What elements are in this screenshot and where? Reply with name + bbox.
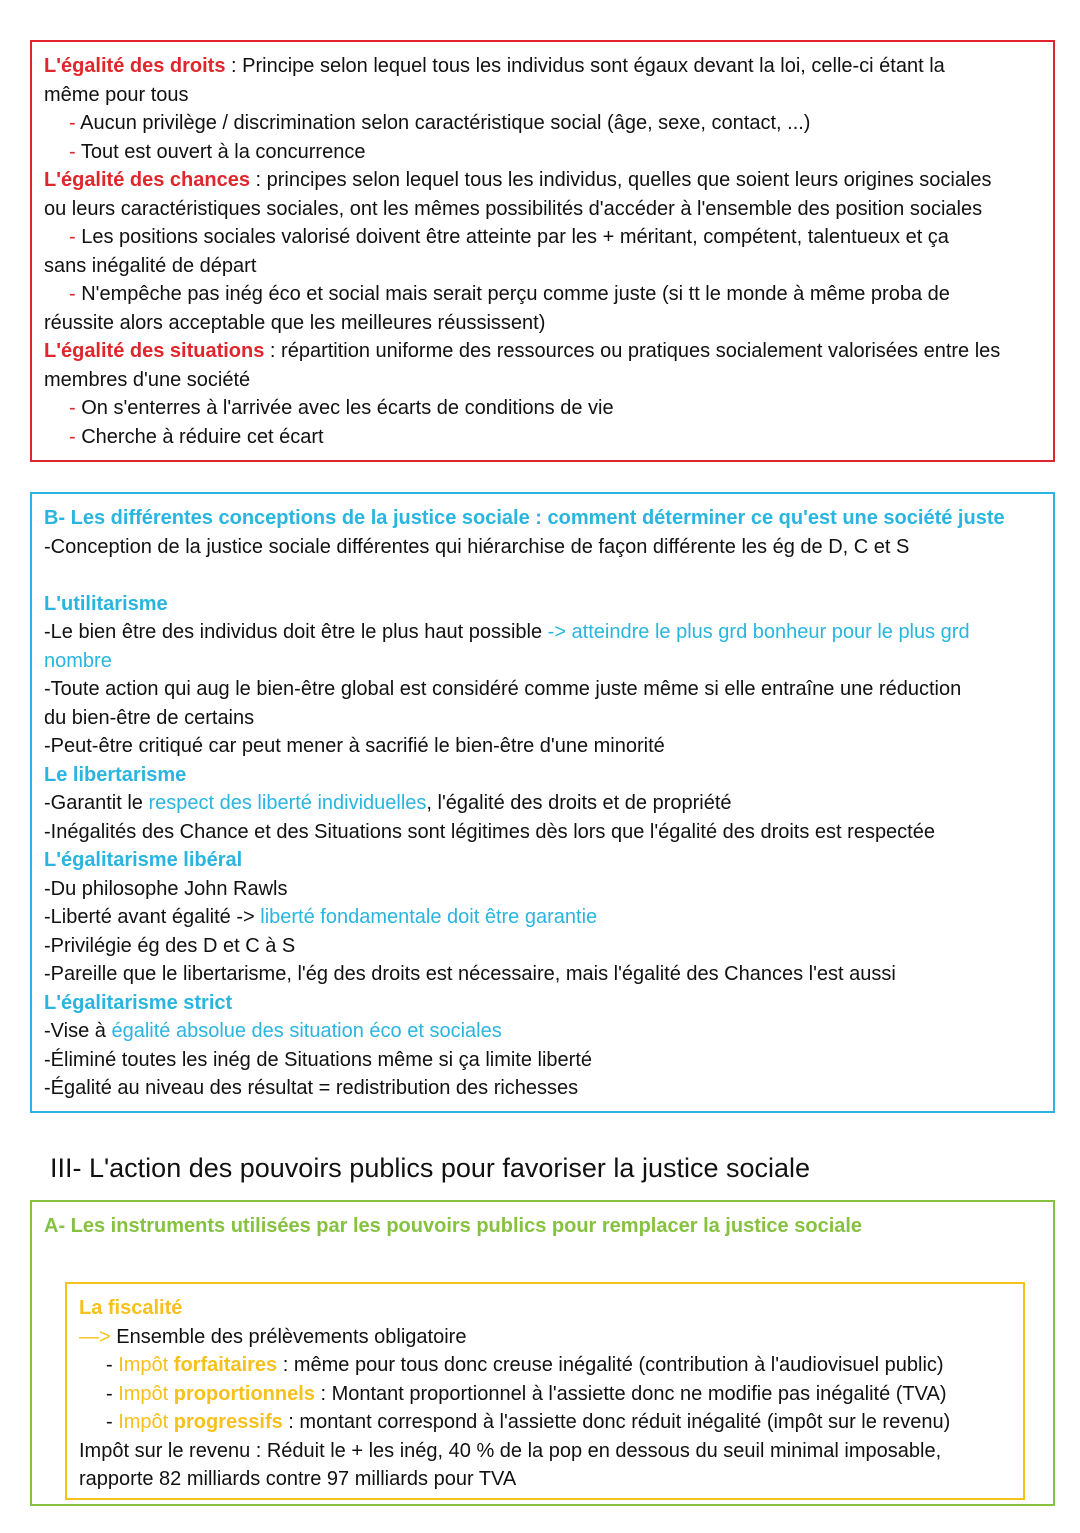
bullet-dash: - — [69, 283, 82, 305]
term: Impôt — [118, 1382, 174, 1405]
text: : montant correspond à l'assiette donc réduit inégalité (impôt sur le revenu) — [282, 1411, 951, 1433]
taxation-definition — [79, 1323, 950, 1352]
bullet-text: On s'enterres à l'arrivée avec les écarts de conditions de vie — [81, 397, 614, 419]
chances-def-text-2: ou leurs caractéristiques sociales, ont les mêmes possibilités d'accéder à l'ensemble des position sociales — [44, 197, 983, 220]
liberal-egalitarianism-line-4: -Pareille que le libertarisme, l'ég des droits est nécessaire, mais l'égalité des Chances l'est aussi — [44, 963, 896, 985]
conceptions-intro: -Conception de la justice sociale différentes qui hiérarchise de façon différente les ég de D, C et S — [44, 535, 910, 558]
liberal-egalitarianism-title: L'égalitarisme libéral — [44, 849, 243, 871]
chances-bullet-1-cont: sans inégalité de départ — [44, 254, 257, 277]
strict-egalitarianism-line-3: -Égalité au niveau des résultat = redistribution des richesses — [44, 1077, 579, 1099]
chances-definition — [44, 166, 1000, 195]
utilitarianism-title: L'utilitarisme — [44, 592, 168, 615]
chances-bullet-2 — [44, 280, 1000, 309]
income-tax-line-1: Impôt sur le revenu : Réduit le + les inég, 40 % de la pop en dessous du seuil minimal imposable, — [79, 1439, 942, 1462]
bullet-text: Aucun privilège / discrimination selon caractéristique social (âge, sexe, contact, ...) — [80, 112, 811, 134]
rights-bullet-2 — [44, 138, 1000, 167]
text: : Montant proportionnel à l'assiette donc ne modifie pas inégalité (TVA) — [314, 1382, 947, 1405]
utilitarianism-line-1 — [44, 618, 1005, 647]
conceptions-heading: B- Les différentes conceptions de la justice sociale : comment déterminer ce qu'est une société juste — [44, 507, 1005, 529]
highlight-text: respect des liberté individuelles — [148, 792, 427, 814]
text: -Garantit le — [44, 792, 149, 814]
bullet-dash: - — [69, 397, 82, 419]
proportional-tax-item — [79, 1380, 950, 1409]
libertarianism-title: Le libertarisme — [44, 763, 187, 786]
rights-term: L'égalité des droits — [44, 55, 226, 77]
text: -Vise à — [44, 1020, 112, 1042]
situations-bullet-1 — [44, 394, 1000, 423]
arrow-icon: —> — [79, 1325, 117, 1348]
situations-def-text: : répartition uniforme des ressources ou pratiques socialement valorisées entre les — [264, 340, 1001, 362]
income-tax-line-2: rapporte 82 milliards contre 97 milliards pour TVA — [79, 1468, 517, 1490]
equality-definitions-content — [44, 52, 1000, 451]
chances-bullet-1 — [44, 223, 1000, 252]
utilitarianism-line-1-cont: nombre — [44, 649, 112, 672]
bullet-dash: - — [106, 1354, 119, 1376]
bullet-dash: - — [106, 1382, 119, 1405]
taxation-box — [65, 1282, 1025, 1500]
term-bold: progressifs — [173, 1411, 283, 1433]
highlight-text: égalité absolue des situation éco et sociales — [111, 1020, 502, 1042]
bullet-dash: - — [69, 112, 81, 134]
highlight-text: liberté fondamentale doit être garantie — [260, 906, 598, 928]
strict-egalitarianism-line-2: -Éliminé toutes les inég de Situations même si ça limite liberté — [44, 1048, 593, 1071]
situations-definition — [44, 337, 1000, 366]
utilitarianism-line-3: -Peut-être critiqué car peut mener à sacrifié le bien-être d'une minorité — [44, 735, 665, 757]
taxation-content — [79, 1294, 950, 1494]
taxation-title: La fiscalité — [79, 1297, 183, 1319]
section-title: III- L'action des pouvoirs publics pour favoriser la justice sociale — [50, 1153, 811, 1183]
text: -Le bien être des individus doit être le plus haut possible — [44, 621, 548, 643]
bullet-text: Cherche à réduire cet écart — [81, 425, 324, 448]
bullet-dash: - — [106, 1411, 119, 1433]
term: Impôt — [118, 1411, 174, 1433]
situations-term: L'égalité des situations — [44, 340, 265, 362]
bullet-dash: - — [69, 425, 82, 448]
progressive-tax-item — [79, 1408, 950, 1437]
spacer — [44, 561, 1005, 590]
term-bold: proportionnels — [173, 1382, 315, 1405]
chances-bullet-2-cont: réussite alors acceptable que les meilleures réussissent) — [44, 311, 546, 334]
rights-def-text-2: même pour tous — [44, 83, 189, 106]
bullet-text: Les positions sociales valorisé doivent être atteinte par les + méritant, compétent, talentueux et ça — [81, 226, 949, 248]
equality-definitions-box — [30, 40, 1055, 462]
liberal-egalitarianism-line-3: -Privilégie ég des D et C à S — [44, 934, 296, 957]
liberal-egalitarianism-line-2 — [44, 903, 1005, 932]
bullet-text: Tout est ouvert à la concurrence — [80, 140, 366, 163]
rights-definition — [44, 52, 1000, 81]
rights-def-text: : Principe selon lequel tous les individus sont égaux devant la loi, celle-ci étant la — [225, 55, 945, 77]
bullet-dash: - — [69, 226, 82, 248]
chances-def-text: : principes selon lequel tous les individus, quelles que soient leurs origines sociales — [249, 169, 992, 191]
justice-conceptions-box — [30, 492, 1055, 1113]
situations-bullet-2 — [44, 423, 1000, 452]
utilitarianism-line-2-cont: du bien-être de certains — [44, 706, 255, 729]
text: -Liberté avant égalité -> — [44, 906, 261, 928]
highlight-text: -> atteindre le plus grd bonheur pour le plus grd — [547, 621, 970, 643]
rights-bullet-1 — [44, 109, 1000, 138]
strict-egalitarianism-title: L'égalitarisme strict — [44, 991, 233, 1014]
public-instruments-content — [44, 1212, 862, 1241]
instruments-heading: A- Les instruments utilisées par les pouvoirs publics pour remplacer la justice sociale — [44, 1215, 863, 1237]
situations-def-text-2: membres d'une société — [44, 368, 251, 391]
bullet-text: N'empêche pas inég éco et social mais serait perçu comme juste (si tt le monde à même proba de — [81, 283, 950, 305]
text: : même pour tous donc creuse inégalité (contribution à l'audiovisuel public) — [277, 1354, 944, 1376]
libertarianism-line-2: -Inégalités des Chance et des Situations sont légitimes dès lors que l'égalité des droits est respectée — [44, 820, 935, 843]
term: Impôt — [118, 1354, 174, 1376]
term-bold: forfaitaires — [173, 1354, 278, 1376]
utilitarianism-line-2: -Toute action qui aug le bien-être global est considéré comme juste même si elle entraîne une réduction — [44, 678, 962, 700]
flat-tax-item — [79, 1351, 950, 1380]
liberal-egalitarianism-line-1: -Du philosophe John Rawls — [44, 877, 288, 900]
strict-egalitarianism-line-1 — [44, 1017, 1005, 1046]
text: , l'égalité des droits et de propriété — [426, 792, 732, 814]
text: Ensemble des prélèvements obligatoire — [116, 1325, 467, 1348]
justice-conceptions-content — [44, 504, 1005, 1103]
libertarianism-line-1 — [44, 789, 1005, 818]
chances-term: L'égalité des chances — [44, 169, 250, 191]
bullet-dash: - — [69, 140, 81, 163]
